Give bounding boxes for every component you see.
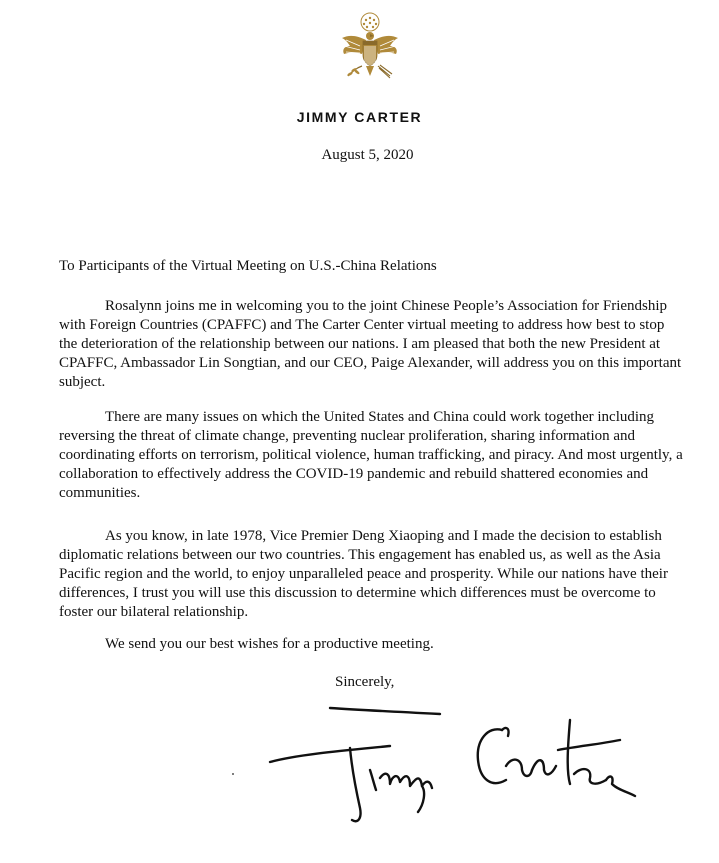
salutation: To Participants of the Virtual Meeting on U.S.-China Relations	[59, 258, 437, 274]
closing: Sincerely,	[335, 674, 395, 690]
stray-ink-dot	[232, 773, 234, 775]
great-seal-eagle-icon	[330, 10, 410, 90]
body-paragraph-history: As you know, in late 1978, Vice Premier Deng Xiaoping and I made the decision to establish diplomatic relations between our two countries. This engagement has enabled us, as well as the Asia Pacific region and the world, to enjoy unparalleled peace and prosperity. While our nations have their differences, I trust you will use this discussion to determine which differences must be overcome to foster our bilateral relationship.	[59, 528, 668, 620]
body-paragraph-wishes: We send you our best wishes for a productive meeting.	[105, 636, 434, 652]
sender-name: JIMMY CARTER	[296, 109, 423, 125]
letter-date: August 5, 2020	[321, 147, 414, 163]
handwritten-signature	[240, 700, 640, 830]
body-paragraph-welcome: Rosalynn joins me in welcoming you to the joint Chinese People’s Association for Friendship with Foreign Countries (CPAFFC) and The Carter Center virtual meeting to address how best to stop the deterioration of the relationship between our nations. I am pleased that both the new President at CPAFFC, Ambassador Lin Songtian, and our CEO, Paige Alexander, will address you on this important subject.	[59, 298, 682, 390]
body-paragraph-issues: There are many issues on which the United States and China could work together including reversing the threat of climate change, preventing nuclear proliferation, sharing information and coordinating efforts on terrorism, political violence, human trafficking, and piracy. And most urgently, a collaboration to effectively address the COVID-19 pandemic and rebuild shattered economies and communities.	[59, 409, 683, 501]
